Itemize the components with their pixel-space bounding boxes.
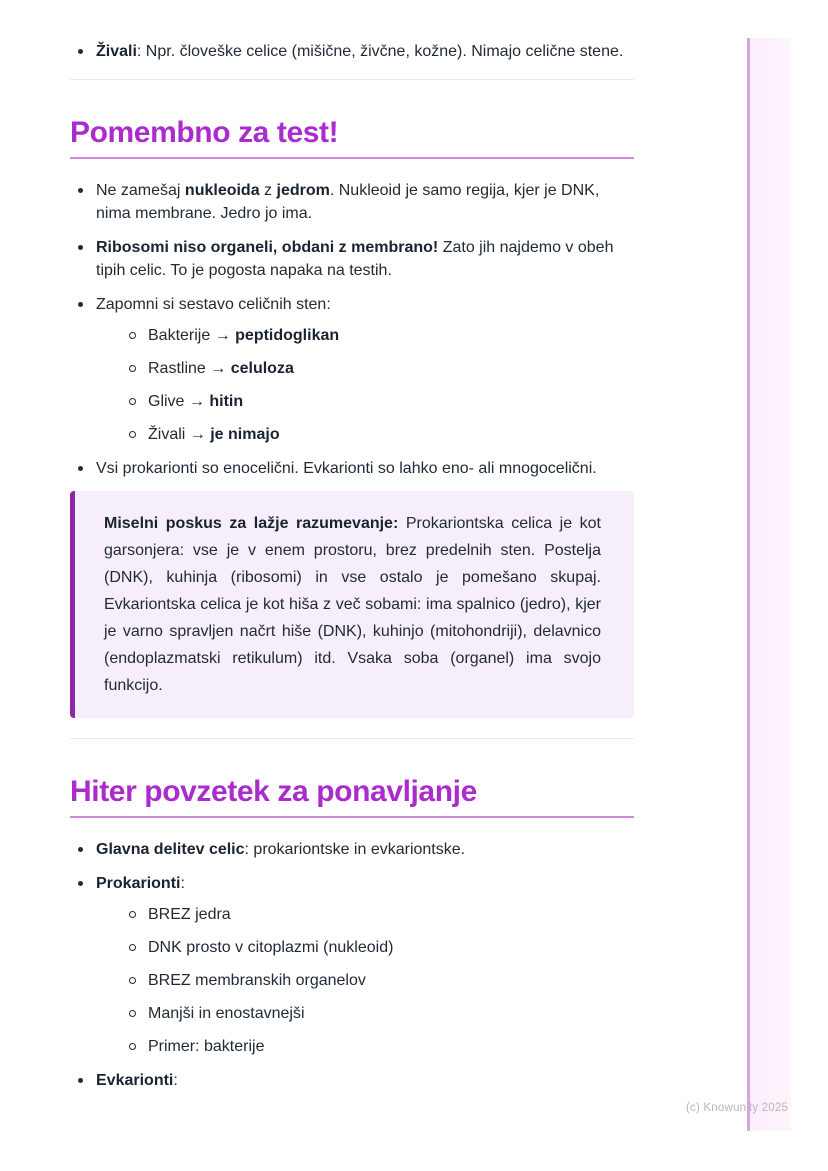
list-item-text: Vsi prokarionti so enocelični. Evkarionti so lahko eno- ali mnogocelični. [96, 460, 597, 477]
callout-text: Miselni poskus za lažje razumevanje: Prokariontska celica je kot garsonjera: vse je v enem prostoru, brez predelnih sten. Postelja (DNK), kuhinja (ribosomi) in vse ostalo je pomešano skupaj. Evkariontska celica je kot hiša z več sobami: ima spalnico (jedro), kjer je varno spravljen načrt hiše (DNK), kuhinjo (mitohondriji), delavnico (endoplazmatski retikulum) itd. Vsaka soba (organel) ima svojo funkcijo. [104, 515, 601, 694]
section-quick-summary [70, 776, 634, 1092]
sublist [96, 903, 634, 1058]
test-tips-list [70, 179, 634, 480]
section-title-test: Pomembno za test! [70, 117, 634, 159]
callout-box [70, 491, 634, 718]
list-item [70, 179, 634, 225]
list-item-text: Ne zamešaj nukleoida z jedrom. Nukleoid je samo regija, kjer je DNK, nima membrane. Jedro jo ima. [96, 182, 600, 222]
intro-list [70, 40, 634, 63]
list-item-text: Evkarionti: [96, 1072, 178, 1089]
sublist-item: Glive → hitin [124, 390, 634, 413]
list-item-text: Zapomni si sestavo celičnih sten: [96, 296, 331, 313]
list-item-text: Glavna delitev celic: prokariontske in evkariontske. [96, 841, 466, 858]
section-divider [70, 738, 634, 739]
sublist-item: Živali → je nimajo [124, 423, 634, 446]
list-item [70, 293, 634, 446]
section-divider [70, 79, 634, 80]
summary-list [70, 838, 634, 1092]
sublist-item: Manjši in enostavnejši [124, 1002, 634, 1025]
list-item-text: Živali: Npr. človeške celice (mišične, živčne, kožne). Nimajo celične stene. [96, 43, 624, 60]
page-edge-strip [747, 38, 791, 1131]
sublist-item: DNK prosto v citoplazmi (nukleoid) [124, 936, 634, 959]
list-item [70, 838, 634, 861]
list-item [70, 236, 634, 282]
watermark: (c) Knowunity 2025 [686, 1102, 789, 1114]
list-item [70, 1069, 634, 1092]
sublist-item: Rastline → celuloza [124, 357, 634, 380]
sublist-item: Primer: bakterije [124, 1035, 634, 1058]
sublist-item: Bakterije → peptidoglikan [124, 324, 634, 347]
list-item [70, 40, 634, 63]
sublist [96, 324, 634, 446]
list-item-text: Ribosomi niso organeli, obdani z membrano! Zato jih najdemo v obeh tipih celic. To je pogosta napaka na testih. [96, 239, 614, 279]
sublist-item: BREZ jedra [124, 903, 634, 926]
section-title-summary: Hiter povzetek za ponavljanje [70, 776, 634, 818]
list-item-text: Prokarionti: [96, 875, 185, 892]
list-item [70, 457, 634, 480]
section-important-for-test [70, 117, 634, 718]
list-item [70, 872, 634, 1058]
notes-content [70, 40, 634, 1103]
sublist-item: BREZ membranskih organelov [124, 969, 634, 992]
